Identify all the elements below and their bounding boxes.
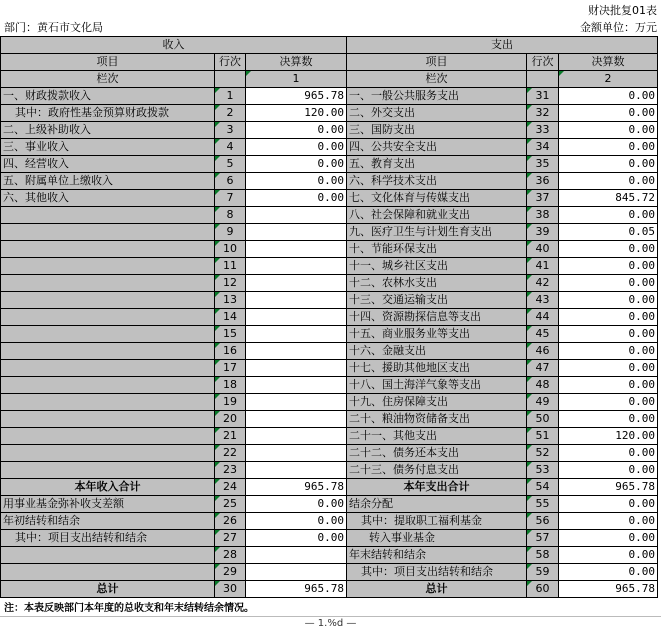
income-col-index-label: 栏次 <box>1 71 215 88</box>
form-code: 财决批复01表 <box>588 4 657 17</box>
income-amount <box>246 292 347 309</box>
income-amount <box>246 445 347 462</box>
expense-total-row-no: 59 <box>527 564 559 581</box>
income-total-row-no: 25 <box>215 496 246 513</box>
income-amount: 120.00 <box>246 105 347 122</box>
income-row-no: 15 <box>215 326 246 343</box>
expense-row-no: 39 <box>527 224 559 241</box>
expense-total-row-no: 57 <box>527 530 559 547</box>
expense-item: 十三、交通运输支出 <box>347 292 527 309</box>
table-row <box>1 258 658 275</box>
income-total-amount: 0.00 <box>246 513 347 530</box>
income-amount <box>246 462 347 479</box>
income-total-row-no: 27 <box>215 530 246 547</box>
table-row <box>1 445 658 462</box>
table-row <box>1 292 658 309</box>
income-row-no: 18 <box>215 377 246 394</box>
table-row <box>1 241 658 258</box>
income-item: 五、附属单位上缴收入 <box>1 173 215 190</box>
expense-row-no: 36 <box>527 173 559 190</box>
income-total-amount: 965.78 <box>246 581 347 598</box>
income-row-no: 9 <box>215 224 246 241</box>
income-amount <box>246 275 347 292</box>
table-row <box>1 343 658 360</box>
expense-row-no: 40 <box>527 241 559 258</box>
income-item <box>1 411 215 428</box>
income-item: 一、财政拨款收入 <box>1 88 215 105</box>
table-row <box>1 190 658 207</box>
income-total-item: 本年收入合计 <box>1 479 215 496</box>
income-amount <box>246 377 347 394</box>
expense-item: 十六、金融支出 <box>347 343 527 360</box>
table-row <box>1 377 658 394</box>
expense-row-no: 53 <box>527 462 559 479</box>
income-amount: 0.00 <box>246 156 347 173</box>
income-amount <box>246 309 347 326</box>
expense-amount: 0.00 <box>559 122 658 139</box>
expense-amount: 0.00 <box>559 309 658 326</box>
income-total-item: 年初结转和结余 <box>1 513 215 530</box>
expense-total-row-no: 55 <box>527 496 559 513</box>
expense-row-no: 38 <box>527 207 559 224</box>
income-item <box>1 326 215 343</box>
expense-total-item: 转入事业基金 <box>347 530 527 547</box>
income-item: 四、经营收入 <box>1 156 215 173</box>
expense-total-item: 其中：提取职工福利基金 <box>347 513 527 530</box>
expense-total-amount: 965.78 <box>559 581 658 598</box>
income-row-no: 11 <box>215 258 246 275</box>
expense-item: 十一、城乡社区支出 <box>347 258 527 275</box>
expense-col-index-blank <box>527 71 559 88</box>
expense-amount: 0.00 <box>559 343 658 360</box>
income-total-amount: 0.00 <box>246 496 347 513</box>
expense-row-no: 31 <box>527 88 559 105</box>
income-row-no: 17 <box>215 360 246 377</box>
expense-item: 二十一、其他支出 <box>347 428 527 445</box>
income-row-no: 1 <box>215 88 246 105</box>
total-row <box>1 581 658 598</box>
expense-item: 五、教育支出 <box>347 156 527 173</box>
table-row <box>1 139 658 156</box>
income-col-index-blank <box>215 71 246 88</box>
income-amount <box>246 258 347 275</box>
table-row <box>1 360 658 377</box>
expense-total-item: 年末结转和结余 <box>347 547 527 564</box>
table-row <box>1 275 658 292</box>
expense-total-item: 本年支出合计 <box>347 479 527 496</box>
income-total-row-no: 28 <box>215 547 246 564</box>
expense-amount: 0.00 <box>559 156 658 173</box>
expense-amount: 0.00 <box>559 326 658 343</box>
income-row-no: 22 <box>215 445 246 462</box>
expense-item: 十、节能环保支出 <box>347 241 527 258</box>
expense-rowno-header: 行次 <box>527 54 559 71</box>
income-amount: 0.00 <box>246 139 347 156</box>
income-total-item: 其中：项目支出结转和结余 <box>1 530 215 547</box>
table-row <box>1 156 658 173</box>
expense-amount: 0.00 <box>559 292 658 309</box>
income-row-no: 21 <box>215 428 246 445</box>
expense-row-no: 42 <box>527 275 559 292</box>
expense-amount: 0.00 <box>559 360 658 377</box>
expense-row-no: 43 <box>527 292 559 309</box>
income-item: 其中：政府性基金预算财政拨款 <box>1 105 215 122</box>
expense-amount: 845.72 <box>559 190 658 207</box>
expense-item: 一、一般公共服务支出 <box>347 88 527 105</box>
income-item <box>1 258 215 275</box>
income-amount: 0.00 <box>246 190 347 207</box>
expense-total-amount: 0.00 <box>559 530 658 547</box>
income-total-amount: 965.78 <box>246 479 347 496</box>
expense-amount: 0.00 <box>559 241 658 258</box>
expense-item: 二十、粮油物资储备支出 <box>347 411 527 428</box>
expense-total-item: 结余分配 <box>347 496 527 513</box>
income-item <box>1 360 215 377</box>
table-note: 注：本表反映部门本年度的总收支和年末结转结余情况。 <box>4 603 254 614</box>
expense-item: 四、公共安全支出 <box>347 139 527 156</box>
income-amount-header: 决算数 <box>246 54 347 71</box>
table-row <box>1 224 658 241</box>
table-row <box>1 122 658 139</box>
table-row <box>1 326 658 343</box>
expense-section-header: 支出 <box>347 37 658 54</box>
expense-amount: 0.00 <box>559 139 658 156</box>
income-total-amount: 0.00 <box>246 530 347 547</box>
table-row <box>1 462 658 479</box>
expense-item-header: 项目 <box>347 54 527 71</box>
income-total-amount <box>246 547 347 564</box>
income-total-row-no: 26 <box>215 513 246 530</box>
expense-amount: 0.00 <box>559 411 658 428</box>
income-amount <box>246 224 347 241</box>
income-row-no: 19 <box>215 394 246 411</box>
total-row <box>1 564 658 581</box>
income-row-no: 8 <box>215 207 246 224</box>
income-row-no: 10 <box>215 241 246 258</box>
expense-amount-header: 决算数 <box>559 54 658 71</box>
table-row <box>1 394 658 411</box>
expense-item: 二、外交支出 <box>347 105 527 122</box>
expense-item: 三、国防支出 <box>347 122 527 139</box>
income-total-row-no: 24 <box>215 479 246 496</box>
expense-amount: 0.00 <box>559 377 658 394</box>
expense-row-no: 34 <box>527 139 559 156</box>
total-row <box>1 530 658 547</box>
income-item <box>1 428 215 445</box>
income-amount <box>246 428 347 445</box>
income-row-no: 6 <box>215 173 246 190</box>
expense-row-no: 37 <box>527 190 559 207</box>
expense-item: 十五、商业服务业等支出 <box>347 326 527 343</box>
expense-amount: 0.00 <box>559 88 658 105</box>
income-item <box>1 309 215 326</box>
expense-total-amount: 965.78 <box>559 479 658 496</box>
income-item: 六、其他收入 <box>1 190 215 207</box>
expense-col-index-label: 栏次 <box>347 71 527 88</box>
expense-item: 二十二、债务还本支出 <box>347 445 527 462</box>
income-item <box>1 445 215 462</box>
income-section-header: 收入 <box>1 37 347 54</box>
table-row <box>1 309 658 326</box>
income-amount <box>246 241 347 258</box>
expense-item: 十九、住房保障支出 <box>347 394 527 411</box>
income-total-row-no: 30 <box>215 581 246 598</box>
income-amount: 0.00 <box>246 173 347 190</box>
table-row <box>1 88 658 105</box>
income-amount: 965.78 <box>246 88 347 105</box>
income-rowno-header: 行次 <box>215 54 246 71</box>
expense-total-row-no: 60 <box>527 581 559 598</box>
expense-item: 十二、农林水支出 <box>347 275 527 292</box>
income-amount <box>246 360 347 377</box>
expense-amount: 0.00 <box>559 462 658 479</box>
income-item <box>1 462 215 479</box>
income-item <box>1 292 215 309</box>
expense-total-row-no: 56 <box>527 513 559 530</box>
income-item <box>1 343 215 360</box>
income-col-index: 1 <box>246 71 347 88</box>
expense-item: 六、科学技术支出 <box>347 173 527 190</box>
income-total-item <box>1 564 215 581</box>
expense-total-amount: 0.00 <box>559 564 658 581</box>
expense-item: 七、文化体育与传媒支出 <box>347 190 527 207</box>
income-total-item: 用事业基金弥补收支差额 <box>1 496 215 513</box>
income-amount <box>246 207 347 224</box>
unit-label: 金额单位：万元 <box>580 21 657 34</box>
total-row <box>1 513 658 530</box>
expense-amount: 0.00 <box>559 394 658 411</box>
total-row <box>1 479 658 496</box>
income-item <box>1 394 215 411</box>
expense-amount: 0.00 <box>559 105 658 122</box>
department-label: 部门：黄石市文化局 <box>4 21 103 34</box>
income-row-no: 14 <box>215 309 246 326</box>
table-row <box>1 105 658 122</box>
expense-amount: 0.00 <box>559 207 658 224</box>
final-accounts-table <box>0 36 658 598</box>
table-row <box>1 207 658 224</box>
expense-total-item: 其中：项目支出结转和结余 <box>347 564 527 581</box>
expense-row-no: 47 <box>527 360 559 377</box>
expense-total-amount: 0.00 <box>559 547 658 564</box>
income-row-no: 2 <box>215 105 246 122</box>
total-row <box>1 547 658 564</box>
income-item <box>1 377 215 394</box>
expense-row-no: 52 <box>527 445 559 462</box>
income-item <box>1 207 215 224</box>
income-amount <box>246 394 347 411</box>
expense-row-no: 35 <box>527 156 559 173</box>
expense-amount: 0.00 <box>559 173 658 190</box>
income-item: 三、事业收入 <box>1 139 215 156</box>
income-total-amount <box>246 564 347 581</box>
expense-col-index: 2 <box>559 71 658 88</box>
income-row-no: 23 <box>215 462 246 479</box>
income-amount: 0.00 <box>246 122 347 139</box>
income-amount <box>246 343 347 360</box>
income-item: 二、上级补助收入 <box>1 122 215 139</box>
income-item <box>1 241 215 258</box>
expense-total-amount: 0.00 <box>559 513 658 530</box>
expense-total-amount: 0.00 <box>559 496 658 513</box>
expense-total-row-no: 54 <box>527 479 559 496</box>
income-row-no: 12 <box>215 275 246 292</box>
income-amount <box>246 326 347 343</box>
expense-row-no: 48 <box>527 377 559 394</box>
expense-total-item: 总计 <box>347 581 527 598</box>
income-total-item: 总计 <box>1 581 215 598</box>
expense-amount: 120.00 <box>559 428 658 445</box>
income-row-no: 13 <box>215 292 246 309</box>
income-total-item <box>1 547 215 564</box>
income-total-row-no: 29 <box>215 564 246 581</box>
expense-row-no: 46 <box>527 343 559 360</box>
income-item <box>1 275 215 292</box>
expense-item: 二十三、债务付息支出 <box>347 462 527 479</box>
table-row <box>1 411 658 428</box>
expense-amount: 0.00 <box>559 275 658 292</box>
income-amount <box>246 411 347 428</box>
income-row-no: 20 <box>215 411 246 428</box>
expense-item: 十八、国土海洋气象等支出 <box>347 377 527 394</box>
expense-row-no: 45 <box>527 326 559 343</box>
page-footer: — 1.%d — <box>0 616 661 631</box>
income-row-no: 16 <box>215 343 246 360</box>
income-row-no: 4 <box>215 139 246 156</box>
expense-item: 八、社会保障和就业支出 <box>347 207 527 224</box>
expense-amount: 0.05 <box>559 224 658 241</box>
expense-item: 九、医疗卫生与计划生育支出 <box>347 224 527 241</box>
expense-item: 十七、援助其他地区支出 <box>347 360 527 377</box>
expense-row-no: 32 <box>527 105 559 122</box>
table-row <box>1 173 658 190</box>
expense-amount: 0.00 <box>559 258 658 275</box>
income-item-header: 项目 <box>1 54 215 71</box>
income-row-no: 7 <box>215 190 246 207</box>
expense-total-row-no: 58 <box>527 547 559 564</box>
expense-row-no: 51 <box>527 428 559 445</box>
expense-row-no: 49 <box>527 394 559 411</box>
expense-row-no: 50 <box>527 411 559 428</box>
expense-row-no: 33 <box>527 122 559 139</box>
expense-row-no: 44 <box>527 309 559 326</box>
income-row-no: 3 <box>215 122 246 139</box>
expense-amount: 0.00 <box>559 445 658 462</box>
income-row-no: 5 <box>215 156 246 173</box>
expense-item: 十四、资源勘探信息等支出 <box>347 309 527 326</box>
total-row <box>1 496 658 513</box>
table-row <box>1 428 658 445</box>
expense-row-no: 41 <box>527 258 559 275</box>
income-item <box>1 224 215 241</box>
